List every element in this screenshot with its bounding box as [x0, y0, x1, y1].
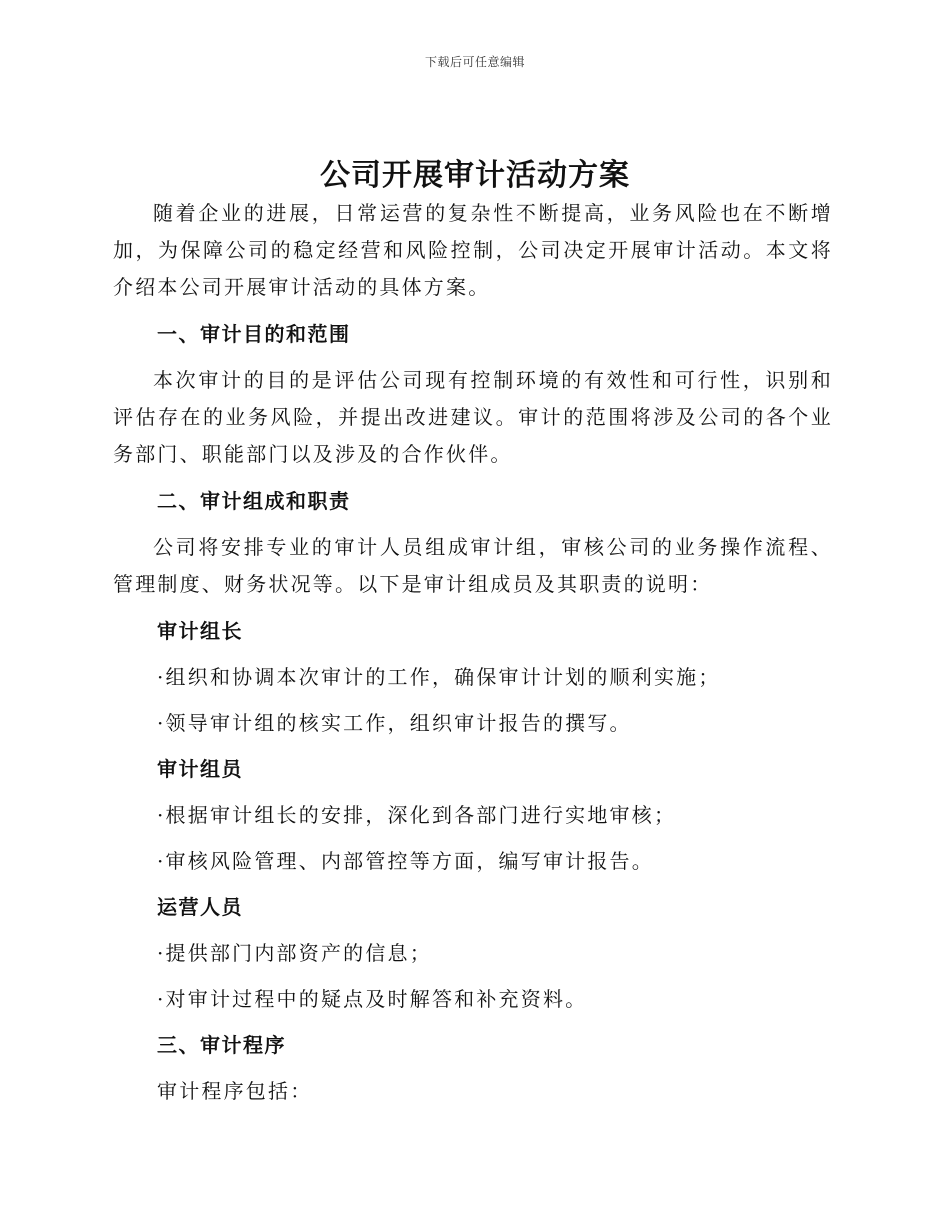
role-heading-leader: 审计组长: [157, 619, 243, 643]
role-duty-item: ·根据审计组长的安排，深化到各部门进行实地审核；: [157, 803, 677, 827]
section-1-paragraph: 本次审计的目的是评估公司现有控制环境的有效性和可行性，识别和评估存在的业务风险，并提出改进建议。审计的范围将涉及公司的各个业务部门、职能部门以及涉及的合作伙伴。: [113, 368, 833, 466]
role-heading-member: 审计组员: [157, 757, 243, 781]
section-2-paragraph: 公司将安排专业的审计人员组成审计组，审核公司的业务操作流程、管理制度、财务状况等。以下是审计组成员及其职责的说明：: [113, 535, 833, 596]
section-1-heading: 一、审计目的和范围: [157, 322, 351, 346]
section-3-heading: 三、审计程序: [157, 1033, 286, 1057]
document-body: [113, 195, 833, 1119]
role-heading-operations: 运营人员: [157, 895, 243, 919]
role-duty-item: ·组织和协调本次审计的工作，确保审计计划的顺利实施；: [157, 665, 721, 689]
intro-paragraph: 随着企业的进展，日常运营的复杂性不断提高，业务风险也在不断增加，为保障公司的稳定经营和风险控制，公司决定开展审计活动。本文将介绍本公司开展审计活动的具体方案。: [113, 201, 833, 299]
role-duty-item: ·审核风险管理、内部管控等方面，编写审计报告。: [157, 849, 654, 873]
role-duty-item: ·领导审计组的核实工作，组织审计报告的撰写。: [157, 711, 632, 735]
role-duty-item: ·对审计过程中的疑点及时解答和补充资料。: [157, 987, 588, 1011]
section-2-heading: 二、审计组成和职责: [157, 489, 351, 513]
header-note: 下载后可任意编辑: [424, 55, 525, 69]
role-duty-item: ·提供部门内部资产的信息；: [157, 941, 432, 965]
section-3-paragraph: 审计程序包括：: [157, 1079, 313, 1103]
document-title: 公司开展审计活动方案: [320, 158, 630, 193]
